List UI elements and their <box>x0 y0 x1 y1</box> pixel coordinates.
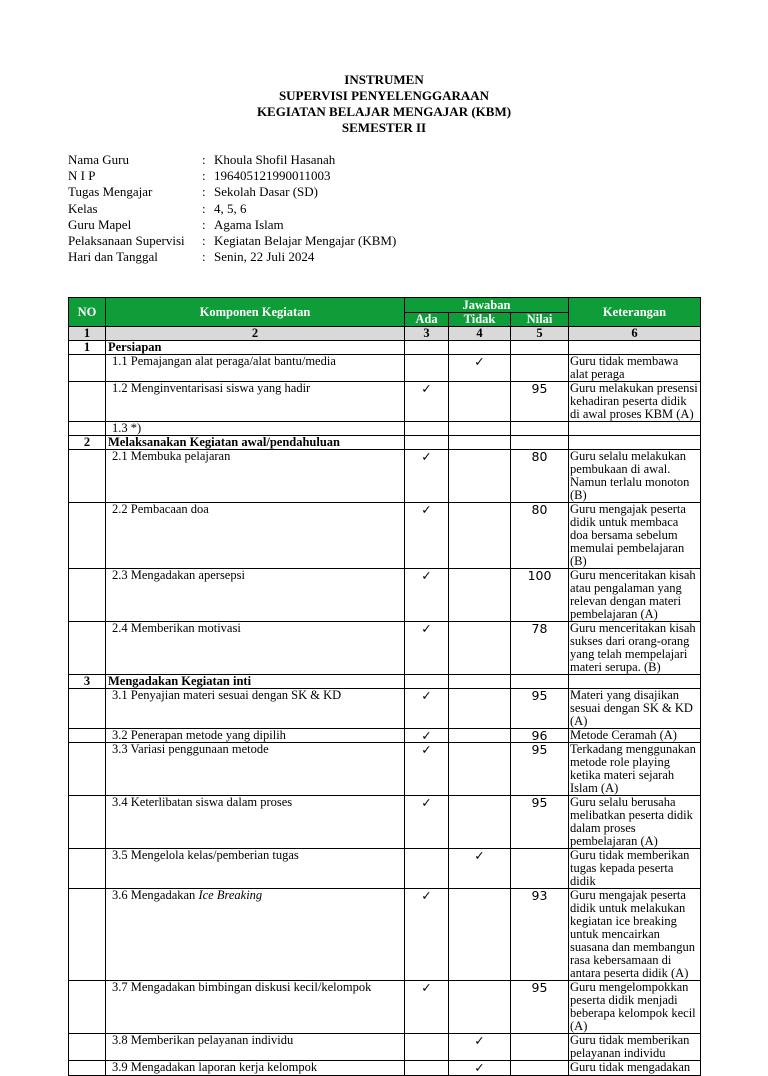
item-label <box>106 569 405 622</box>
nilai-cell <box>511 1061 569 1076</box>
item-label <box>106 889 405 981</box>
keterangan-cell: Metode Ceramah (A) <box>569 729 701 743</box>
empty-cell <box>569 436 701 450</box>
item-label <box>106 382 405 422</box>
item-number-cell <box>69 729 106 743</box>
info-colon: : <box>202 184 206 200</box>
item-label-text: 2.1 Membuka pelajaran <box>112 449 231 463</box>
item-label-text: 1.3 *) <box>112 421 142 435</box>
keterangan-cell: Guru tidak memberikan pelayanan individu <box>569 1034 701 1061</box>
keterangan-cell <box>569 422 701 436</box>
item-row <box>69 422 701 436</box>
tidak-check-cell <box>449 450 511 503</box>
info-colon: : <box>202 233 206 249</box>
info-colon: : <box>202 200 206 216</box>
info-row <box>68 168 396 184</box>
info-value: 196405121990011003 <box>214 168 331 184</box>
title-line-4: SEMESTER II <box>341 120 427 135</box>
info-colon: : <box>202 152 206 167</box>
info-row <box>68 184 396 200</box>
section-row <box>69 341 701 355</box>
nilai-cell: 100 <box>511 569 569 622</box>
item-label-text: 2.3 Mengadakan apersepsi <box>112 568 245 582</box>
info-value: Khoula Shofil Hasanah <box>214 152 336 167</box>
colnum-5: 5 <box>511 327 569 341</box>
keterangan-cell: Materi yang disajikan sesuai dengan SK & KD (A) <box>569 689 701 729</box>
item-label <box>106 796 405 849</box>
tidak-check-cell: ✓ <box>449 355 511 382</box>
title-line-3: KEGIATAN BELAJAR MENGAJAR (KBM) <box>256 104 512 119</box>
tidak-check-cell <box>449 981 511 1034</box>
item-row <box>69 743 701 796</box>
item-label <box>106 1061 405 1076</box>
supervision-table <box>68 297 701 1076</box>
tidak-check-cell: ✓ <box>449 849 511 889</box>
item-number-cell <box>69 743 106 796</box>
item-label-text: 3.2 Penerapan metode yang dipilih <box>112 728 286 742</box>
item-label <box>106 503 405 569</box>
item-label-text: 3.1 Penyajian materi sesuai dengan SK & KD <box>112 688 342 702</box>
ada-check-cell: ✓ <box>405 743 449 796</box>
header-no: NO <box>69 298 106 327</box>
item-number-cell <box>69 981 106 1034</box>
section-number: 1 <box>69 341 106 355</box>
info-colon: : <box>202 216 206 232</box>
ada-check-cell: ✓ <box>405 382 449 422</box>
title-line-2: SUPERVISI PENYELENGGARAAN <box>278 88 490 103</box>
header-keterangan: Keterangan <box>569 298 701 327</box>
item-label <box>106 355 405 382</box>
ada-check-cell: ✓ <box>405 689 449 729</box>
colnum-3: 3 <box>405 327 449 341</box>
colnum-1: 1 <box>69 327 106 341</box>
nilai-cell <box>511 1034 569 1061</box>
colnum-6: 6 <box>569 327 701 341</box>
ada-check-cell: ✓ <box>405 622 449 675</box>
item-label <box>106 622 405 675</box>
item-row <box>69 889 701 981</box>
info-colon: : <box>202 249 206 265</box>
item-number-cell <box>69 1034 106 1061</box>
item-label-text: 3.7 Mengadakan bimbingan diskusi kecil/kelompok <box>112 980 372 994</box>
empty-cell <box>569 341 701 355</box>
info-row <box>68 233 396 249</box>
item-number-cell <box>69 796 106 849</box>
info-label: N I P <box>68 168 96 184</box>
header-komponen: Komponen Kegiatan <box>106 298 405 327</box>
item-label-text: 1.1 Pemajangan alat peraga/alat bantu/media <box>112 354 336 368</box>
section-title: Melaksanakan Kegiatan awal/pendahuluan <box>106 436 405 450</box>
section-row <box>69 436 701 450</box>
section-row <box>69 675 701 689</box>
section-number: 3 <box>69 675 106 689</box>
tidak-check-cell: ✓ <box>449 1061 511 1076</box>
ada-check-cell <box>405 1061 449 1076</box>
item-number-cell <box>69 569 106 622</box>
item-row <box>69 689 701 729</box>
info-row <box>68 249 396 265</box>
item-label <box>106 689 405 729</box>
item-label <box>106 981 405 1034</box>
keterangan-cell: Guru selalu melakukan pembukaan di awal. Namun terlalu monoton (B) <box>569 450 701 503</box>
title-line-1: INSTRUMEN <box>344 72 424 87</box>
ada-check-cell: ✓ <box>405 729 449 743</box>
item-number-cell <box>69 849 106 889</box>
item-row <box>69 382 701 422</box>
teacher-info <box>68 152 396 265</box>
item-label <box>106 743 405 796</box>
keterangan-cell: Guru mengajak peserta didik untuk membaca doa bersama sebelum memulai pembelajaran (B) <box>569 503 701 569</box>
item-number-cell <box>69 382 106 422</box>
info-label: Tugas Mengajar <box>68 184 153 200</box>
section-title: Mengadakan Kegiatan inti <box>106 675 405 689</box>
item-row <box>69 450 701 503</box>
header-nilai: Nilai <box>511 313 569 327</box>
empty-cell <box>449 341 511 355</box>
item-label-text: 3.9 Mengadakan laporan kerja kelompok <box>112 1060 318 1074</box>
info-value: Agama Islam <box>214 216 284 232</box>
tidak-check-cell <box>449 729 511 743</box>
item-row <box>69 355 701 382</box>
ada-check-cell: ✓ <box>405 796 449 849</box>
empty-cell <box>511 341 569 355</box>
item-label-text: 1.2 Menginventarisasi siswa yang hadir <box>112 381 311 395</box>
ada-check-cell: ✓ <box>405 981 449 1034</box>
header-ada: Ada <box>405 313 449 327</box>
keterangan-cell: Guru tidak mengadakan <box>569 1061 701 1076</box>
colnum-2: 2 <box>106 327 405 341</box>
empty-cell <box>449 675 511 689</box>
item-label <box>106 849 405 889</box>
empty-cell <box>405 675 449 689</box>
item-row <box>69 503 701 569</box>
ada-check-cell <box>405 849 449 889</box>
keterangan-cell: Guru tidak membawa alat peraga <box>569 355 701 382</box>
item-row <box>69 796 701 849</box>
item-label-text: 2.4 Memberikan motivasi <box>112 621 241 635</box>
nilai-cell <box>511 849 569 889</box>
empty-cell <box>405 436 449 450</box>
item-row <box>69 1061 701 1076</box>
item-number-cell <box>69 622 106 675</box>
item-row <box>69 981 701 1034</box>
item-row <box>69 849 701 889</box>
ada-check-cell: ✓ <box>405 569 449 622</box>
empty-cell <box>511 436 569 450</box>
section-number: 2 <box>69 436 106 450</box>
item-label <box>106 422 405 436</box>
ada-check-cell <box>405 1034 449 1061</box>
keterangan-cell: Guru menceritakan kisah sukses dari orang-orang yang telah mempelajari materi serupa. (B) <box>569 622 701 675</box>
info-row <box>68 201 396 217</box>
item-label <box>106 450 405 503</box>
tidak-check-cell <box>449 503 511 569</box>
keterangan-cell: Guru selalu berusaha melibatkan peserta didik dalam proses pembelajaran (A) <box>569 796 701 849</box>
info-label: Kelas <box>68 200 98 216</box>
item-label-text: 3.4 Keterlibatan siswa dalam proses <box>112 795 293 809</box>
item-number-cell <box>69 450 106 503</box>
item-number-cell <box>69 889 106 981</box>
info-colon: : <box>202 168 206 184</box>
nilai-cell: 78 <box>511 622 569 675</box>
empty-cell <box>449 436 511 450</box>
nilai-cell: 95 <box>511 796 569 849</box>
item-label <box>106 1034 405 1061</box>
empty-cell <box>569 675 701 689</box>
info-label: Nama Guru <box>68 152 130 167</box>
info-label: Hari dan Tanggal <box>68 249 158 265</box>
section-title: Persiapan <box>106 341 405 355</box>
tidak-check-cell <box>449 382 511 422</box>
keterangan-cell: Guru mengelompokkan peserta didik menjadi beberapa kelompok kecil (A) <box>569 981 701 1034</box>
header-jawaban: Jawaban <box>405 298 569 313</box>
item-label-emphasis: Ice Breaking <box>198 888 263 902</box>
keterangan-cell: Guru melakukan presensi kehadiran peserta didik di awal proses KBM (A) <box>569 382 701 422</box>
nilai-cell: 80 <box>511 450 569 503</box>
tidak-check-cell <box>449 569 511 622</box>
info-value: Kegiatan Belajar Mengajar (KBM) <box>214 233 397 249</box>
item-number-cell <box>69 1061 106 1076</box>
info-value: Senin, 22 Juli 2024 <box>214 249 315 265</box>
item-label <box>106 729 405 743</box>
info-row <box>68 217 396 233</box>
nilai-cell: 93 <box>511 889 569 981</box>
item-label-text: 3.8 Memberikan pelayanan individu <box>112 1033 294 1047</box>
keterangan-cell: Guru menceritakan kisah atau pengalaman yang relevan dengan materi pembelajaran (A) <box>569 569 701 622</box>
keterangan-cell: Guru tidak memberikan tugas kepada peserta didik <box>569 849 701 889</box>
item-row <box>69 1034 701 1061</box>
ada-check-cell <box>405 355 449 382</box>
info-row <box>68 152 396 168</box>
colnum-4: 4 <box>449 327 511 341</box>
nilai-cell: 80 <box>511 503 569 569</box>
nilai-cell: 95 <box>511 743 569 796</box>
ada-check-cell: ✓ <box>405 889 449 981</box>
item-number-cell <box>69 355 106 382</box>
tidak-check-cell: ✓ <box>449 1034 511 1061</box>
keterangan-cell: Terkadang menggunakan metode role playing ketika materi sejarah Islam (A) <box>569 743 701 796</box>
item-label-text: 2.2 Pembacaan doa <box>112 502 209 516</box>
tidak-check-cell <box>449 689 511 729</box>
nilai-cell: 95 <box>511 382 569 422</box>
tidak-check-cell <box>449 743 511 796</box>
item-row <box>69 622 701 675</box>
item-number-cell <box>69 689 106 729</box>
nilai-cell: 96 <box>511 729 569 743</box>
header-tidak: Tidak <box>449 313 511 327</box>
ada-check-cell: ✓ <box>405 450 449 503</box>
item-row <box>69 729 701 743</box>
info-label: Guru Mapel <box>68 216 132 232</box>
item-number-cell <box>69 422 106 436</box>
tidak-check-cell <box>449 622 511 675</box>
info-value: Sekolah Dasar (SD) <box>214 184 318 200</box>
item-row <box>69 569 701 622</box>
empty-cell <box>511 675 569 689</box>
tidak-check-cell <box>449 796 511 849</box>
nilai-cell <box>511 355 569 382</box>
tidak-check-cell <box>449 889 511 981</box>
nilai-cell <box>511 422 569 436</box>
item-label-text: 3.3 Variasi penggunaan metode <box>112 742 269 756</box>
ada-check-cell <box>405 422 449 436</box>
nilai-cell: 95 <box>511 689 569 729</box>
nilai-cell: 95 <box>511 981 569 1034</box>
empty-cell <box>405 341 449 355</box>
info-label: Pelaksanaan Supervisi <box>68 233 185 249</box>
info-value: 4, 5, 6 <box>214 200 247 216</box>
ada-check-cell: ✓ <box>405 503 449 569</box>
item-number-cell <box>69 503 106 569</box>
item-label-text: 3.5 Mengelola kelas/pemberian tugas <box>112 848 299 862</box>
keterangan-cell: Guru mengajak peserta didik untuk melakukan kegiatan ice breaking untuk mencairkan suasana dan membangun rasa kebersamaan di antara peserta didik (A) <box>569 889 701 981</box>
item-label-text: 3.6 Mengadakan <box>112 888 199 902</box>
tidak-check-cell <box>449 422 511 436</box>
